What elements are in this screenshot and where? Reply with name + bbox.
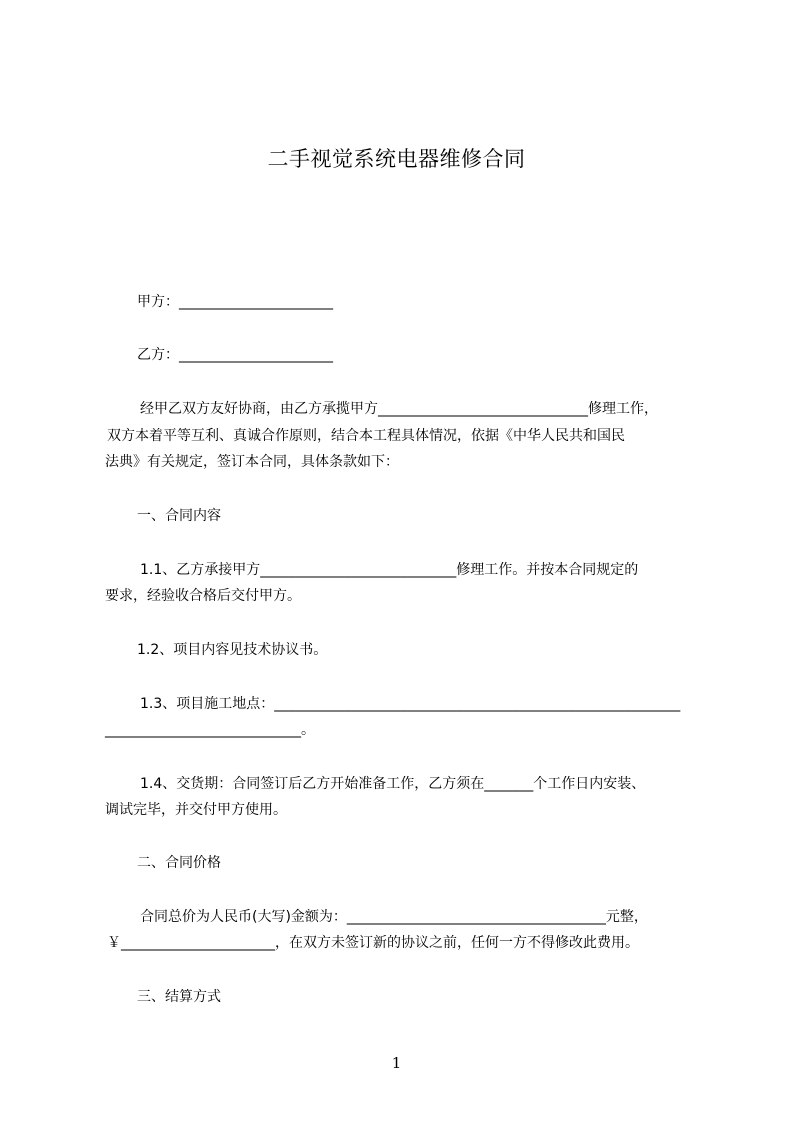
section-heading: 一、合同内容: [137, 508, 221, 524]
contract-title: 二手视觉系统电器维修合同: [267, 147, 526, 171]
party-b-field: 乙方：______________________: [137, 347, 333, 363]
page-number: 1: [391, 1054, 402, 1072]
party-a-field: 甲方：______________________: [137, 294, 333, 310]
section-heading: 三、结算方式: [137, 989, 221, 1005]
section-heading: 二、合同价格: [137, 855, 221, 871]
preamble-line: 经甲乙双方友好协商，由乙方承揽甲方______________________________修理工作，: [140, 401, 658, 417]
clause-line: 调试完毕，并交付甲方使用。: [105, 802, 287, 818]
clause-line: ____________________________。: [105, 722, 315, 738]
preamble-line: 法典》有关规定，签订本合同，具体条款如下：: [105, 454, 399, 470]
clause-line: 要求，经验收合格后交付甲方。: [105, 588, 301, 604]
clause-line: 合同总价为人民币(大写)金额为：_____________________________________元整，: [140, 909, 648, 925]
clause-line: 1.4、交货期：合同签订后乙方开始准备工作，乙方须在_______个工作日内安装、: [140, 776, 646, 792]
clause-line: ￥______________________，在双方未签订新的协议之前，任何一方不得修改此费用。: [107, 935, 639, 951]
clause-line: 1.3、项目施工地点：__________________________________________________________: [140, 696, 681, 712]
clause-line: 1.1、乙方承接甲方____________________________修理工作。并按本合同规定的: [140, 562, 639, 578]
clause-line: 1.2、项目内容见技术协议书。: [137, 642, 328, 658]
preamble-line: 双方本着平等互利、真诚合作原则，结合本工程具体情况，依据《中华人民共和国民: [107, 428, 625, 444]
